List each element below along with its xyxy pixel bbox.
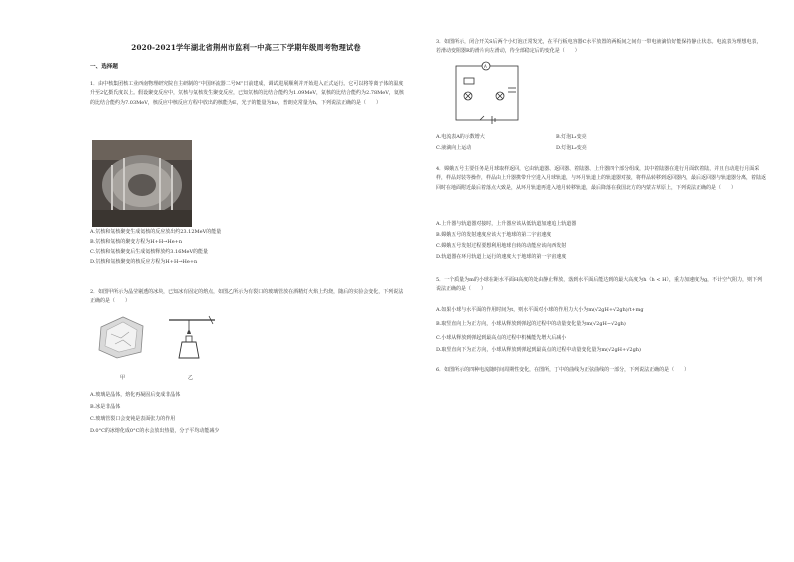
q3-option-b: B.灯泡L₁变亮 bbox=[556, 134, 587, 140]
q3-option-d: D.灯泡L₂变亮 bbox=[556, 145, 587, 151]
q1-option-d: D.氘核和氚核聚变的核反应方程为H+H→He+n bbox=[90, 259, 198, 265]
exam-title: 2020-2021学年湖北省荆州市监利一中高三下学期年级周考物理试卷 bbox=[131, 43, 361, 52]
q3-option-a: A.电流表A的示数增大 bbox=[436, 134, 485, 140]
q2-option-a: A.玻璃是晶体，熔化再凝固后变成非晶体 bbox=[90, 392, 181, 398]
q3-stem: 3．如图所示，闭合开关S后两个小灯泡正常发光，在平行板电容器C水平放置的两板间之间有一带电液滴恰好能保持静止状态。电流表为理想电表，若滑动变阻器R的滑片向左滑动，待全部稳定后的变化是（ ） bbox=[436, 39, 762, 55]
q1-option-a: A.氘核和氚核聚变生成氦核的反应放出约23.12MeV的能量 bbox=[90, 229, 222, 235]
q6-stem: 6．如图所示的四种电流随时间周期性变化，在图所，丁中的曲线为正弦曲线的一部分，下列说法正确的是（ ） bbox=[436, 367, 690, 373]
q1-stem: 1．由中核集团核工业西南物理研究院自主研制的“中国环流器二号M”日前建成，调试进展顺利并开始进入正式运行。它可以将等离子体的温度升至2亿摄氏度以上。假设聚变反应中，氘核与氚核发生聚变反应，已知氘核的比结合能约为1.09MeV，氚核的比结合能约为2.78MeV，氦核的比结合能约为7.03MeV，核反应中核反应方程中放出的核能为E，光子的能量为hν，普朗克常量为h，下列说法正确的是（ ） bbox=[90, 81, 404, 106]
q5-stem: 5．一个质量为m的小球在距水平面H高度的处由静止释放，落到水平面后能达到的最大高度为h（h < H），重力加速度为g，不计空气阻力，则下列说法正确的是（ ） bbox=[436, 277, 763, 293]
q5-option-b: B.取竖直向上为正方向，小球从释放到弹起的过程中的动量变化量为m(√2gH−√2gh) bbox=[436, 321, 626, 327]
q4-stem: 4．嫦娥五号主要任务是月球取样返回，它由轨道器、返回器、着陆器、上升器四个部分组成，其中着陆器在进行月面软着陆，并且自动进行月面采样，样品封装等操作，样品由上升器携带升空进入月球轨道，与环月轨道上的轨道器对接，将样品转移到返回器内，最后返回器与轨道器分离，着陆返回时在地面附近最后着落点大致是，从环月轨道再进入地月转移轨道，最后降落在我国北方的内蒙古草原上，下列说法正确的是（ ） bbox=[436, 166, 767, 191]
q2-option-c: C.玻璃管裂口会变钝是表面张力的作用 bbox=[90, 416, 176, 422]
svg-text:A: A bbox=[484, 64, 487, 69]
q2-option-d: D.0°C的冰熔化成0°C的水会放出热量，分子平均动能减少 bbox=[90, 428, 220, 434]
figure-label-jia: 甲 bbox=[120, 375, 126, 381]
q4-option-a: A.上升器与轨道器对接时，上升器应该从低轨道加速追上轨道器 bbox=[436, 221, 577, 227]
q4-option-b: B.嫦娥五号的发射速度应该大于地球的第二宇宙速度 bbox=[436, 232, 552, 238]
ice-cube-image bbox=[93, 312, 153, 362]
q3-option-c: C.液滴向上运动 bbox=[436, 145, 472, 151]
q1-option-c: C.氘核和氚核聚变后生成氦核释放约3.16MeV的能量 bbox=[90, 249, 209, 255]
glass-tube-lamp-image bbox=[165, 312, 221, 364]
fusion-device-photo bbox=[92, 140, 192, 227]
section-heading: 一、选择题 bbox=[90, 64, 118, 70]
q2-stem: 2．如图甲所示为晶莹剔透的冰块，已知冰有固定的熔点，如图乙所示为有裂口的玻璃管放在酒精灯火焰上灼烧，随后的实验会变化，下列说法正确的是（ ） bbox=[90, 289, 404, 305]
q2-option-b: B.冰是非晶体 bbox=[90, 404, 121, 410]
q4-option-c: C.嫦娥五号发射过程要想利用地球自转的动能应该向西发射 bbox=[436, 243, 567, 249]
figure-label-yi: 乙 bbox=[188, 375, 194, 381]
q4-option-d: D.轨道器在环月轨道上运行的速度大于地球的第一宇宙速度 bbox=[436, 254, 567, 260]
q5-option-c: C.小球从释放到弹起到最高点的过程中机械能先增大后减小 bbox=[436, 335, 567, 341]
q5-option-d: D.取竖直向下为正方向，小球从释放到弹起到最高点的过程中动量变化量为m(√2gH+√2gh) bbox=[436, 347, 641, 353]
q5-option-a: A.如果小球与水平面的作用时间为t，则水平面对小球的作用力大小为m(√2gH+√2gh)/t+mg bbox=[436, 307, 644, 313]
circuit-diagram bbox=[450, 58, 525, 128]
q1-option-b: B.氘核和氚核的聚变方程为H+H→He+n bbox=[90, 239, 183, 245]
